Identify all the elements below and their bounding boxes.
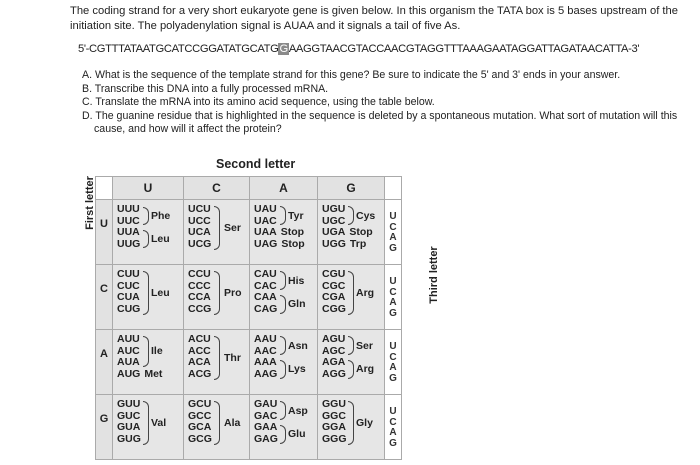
codon: CUU — [117, 268, 140, 280]
codon: CUA — [117, 291, 140, 303]
codon-cell-ga — [250, 395, 318, 460]
intro-line-1: The coding strand for a very short eukaryote gene is given below. In this organism the TATA box is 5 bases upstream of the — [70, 5, 678, 17]
codon: UUG — [117, 237, 141, 250]
amino-acid: Arg — [356, 363, 375, 375]
codon: GUA — [117, 421, 141, 433]
codon-cell-uu — [113, 200, 184, 265]
third-letter-corner — [385, 177, 402, 200]
codon: UGG — [322, 237, 346, 250]
codon: AUC — [117, 344, 140, 357]
amino-acid: Ser — [224, 222, 241, 234]
codon: UCG — [188, 237, 212, 250]
codon: CAA — [254, 291, 277, 303]
codon-cell-au — [113, 330, 184, 395]
codon: UAA — [254, 226, 277, 238]
third-letter: A — [389, 427, 397, 438]
amino-acid: Cys — [356, 210, 376, 222]
column-header-u: U — [113, 177, 184, 200]
codon-table — [95, 176, 402, 460]
brace — [143, 230, 149, 248]
codon: AUG — [117, 367, 141, 380]
brace — [143, 336, 149, 367]
stop-codon-row — [254, 239, 305, 251]
codon: UCA — [188, 226, 211, 238]
codon: GGA — [322, 421, 346, 433]
brace — [143, 207, 149, 225]
question-text-continued: cause, and how will it affect the protein? — [94, 123, 282, 135]
codon: CCC — [188, 279, 211, 292]
codon: AAA — [254, 356, 277, 368]
codon: UUU — [117, 203, 140, 215]
codon-cell-cc — [184, 265, 250, 330]
third-letter: G — [389, 242, 397, 254]
codon-cell-aa — [250, 330, 318, 395]
trp-codon-row — [322, 239, 373, 251]
question-label: D. — [82, 109, 93, 122]
question-label: A. — [82, 69, 93, 81]
row-header-u: U — [96, 200, 113, 265]
codon: ACC — [188, 344, 211, 357]
codon: CCG — [188, 302, 212, 315]
codon: CAC — [254, 279, 277, 292]
question-text: What is the sequence of the template strand for this gene? Be sure to indicate the 5' and 3' ends in your answer. — [94, 69, 621, 81]
codon: AAC — [254, 344, 277, 357]
question-c — [82, 96, 682, 110]
codon: AAU — [254, 333, 277, 345]
question-d — [82, 110, 682, 137]
third-letter: A — [389, 362, 397, 373]
brace — [280, 271, 286, 290]
question-text: The guanine residue that is highlighted in the sequence is deleted by a spontaneous mutation. What sort of mutation will this — [95, 109, 678, 122]
brace — [280, 425, 286, 444]
amino-acid: Asn — [288, 340, 308, 352]
codon: GAG — [254, 432, 278, 445]
codon-cell-cu — [113, 265, 184, 330]
sequence-suffix: AAGGTAACGTACCAACGTAGGTTTAAAGAATAGGATTAGATAACATTA-3' — [288, 43, 640, 55]
codon: AGG — [322, 367, 346, 380]
first-letter-title: First letter — [84, 176, 96, 230]
brace — [214, 401, 220, 445]
amino-acid: Val — [151, 417, 167, 429]
amino-acid: Arg — [356, 287, 375, 299]
codon: GGU — [322, 398, 346, 410]
question-label: C. — [82, 96, 93, 108]
codon-cell-gc — [184, 395, 250, 460]
column-header-g: G — [318, 177, 385, 200]
brace — [280, 401, 286, 420]
third-letter: A — [389, 297, 397, 308]
amino-acid: Phe — [151, 210, 171, 222]
codon: GGC — [322, 409, 346, 422]
codon: CCU — [188, 268, 211, 280]
brace — [348, 206, 354, 225]
third-letter: A — [389, 232, 397, 243]
third-letters-c — [385, 265, 402, 330]
codon-cell-gu — [113, 395, 184, 460]
amino-acid: Tyr — [288, 210, 304, 222]
codon-row-u — [96, 200, 402, 265]
codon-row-c — [96, 265, 402, 330]
highlighted-guanine: G — [279, 43, 288, 55]
codon: ACU — [188, 333, 211, 345]
third-letter: U — [389, 341, 397, 352]
brace — [348, 360, 354, 379]
amino-acid: Gly — [356, 417, 373, 429]
brace — [214, 336, 220, 380]
problem-intro — [70, 4, 680, 34]
third-letter: C — [389, 221, 397, 233]
codon: GCU — [188, 398, 212, 410]
question-b — [82, 83, 682, 97]
third-letters-a — [385, 330, 402, 395]
row-header-c: C — [96, 265, 113, 330]
codon: AGU — [322, 333, 346, 345]
codon: ACA — [188, 356, 211, 368]
question-text: Translate the mRNA into its amino acid sequence, using the table below. — [95, 96, 435, 108]
codon-cell-ag — [318, 330, 385, 395]
amino-acid: Ser — [356, 340, 373, 352]
brace — [280, 295, 286, 314]
amino-acid: Leu — [151, 287, 170, 299]
codon: UCC — [188, 214, 211, 227]
codon: CGC — [322, 279, 346, 292]
codon: GUC — [117, 409, 141, 422]
codon: GAA — [254, 421, 278, 433]
codon: UCU — [188, 203, 211, 215]
codon-cell-ca — [250, 265, 318, 330]
codon: CCA — [188, 291, 211, 303]
met-codon-row — [117, 369, 162, 381]
codon: CAG — [254, 302, 278, 315]
column-header-c: C — [184, 177, 250, 200]
brace — [280, 360, 286, 379]
coding-strand-sequence — [78, 43, 639, 55]
codon: GUU — [117, 398, 141, 410]
codon: GAU — [254, 398, 278, 410]
codon: CGU — [322, 268, 346, 280]
codon: UAU — [254, 203, 277, 215]
third-letter-title: Third letter — [428, 246, 440, 304]
second-letter-title: Second letter — [216, 157, 296, 171]
brace — [348, 336, 354, 355]
brace — [348, 401, 354, 445]
amino-acid: Leu — [151, 233, 170, 245]
codon: UAC — [254, 214, 277, 227]
codon: CGA — [322, 291, 346, 303]
codon: GCG — [188, 432, 212, 445]
amino-acid: Met — [144, 367, 163, 380]
question-text: Transcribe this DNA into a fully processed mRNA. — [94, 82, 329, 95]
codon: ACG — [188, 367, 212, 380]
question-label: B. — [82, 82, 93, 95]
amino-acid: Lys — [288, 363, 306, 375]
brace — [280, 206, 286, 225]
question-a — [82, 69, 682, 83]
third-letter: U — [389, 211, 397, 222]
third-letters-g — [385, 395, 402, 460]
brace — [143, 401, 149, 445]
amino-acid: Ile — [151, 345, 163, 357]
codon: GUG — [117, 432, 141, 445]
third-letter: U — [389, 276, 397, 287]
codon-table-corner — [96, 177, 113, 200]
codon-table-header-row — [96, 177, 402, 200]
codon-row-a — [96, 330, 402, 395]
row-header-a: A — [96, 330, 113, 395]
brace — [348, 271, 354, 315]
codon: GCA — [188, 421, 212, 433]
row-header-g: G — [96, 395, 113, 460]
codon-cell-ua — [250, 200, 318, 265]
codon-cell-ac — [184, 330, 250, 395]
third-letter: C — [389, 416, 397, 428]
codon: AGA — [322, 356, 346, 368]
codon: GCC — [188, 409, 212, 422]
codon: AGC — [322, 344, 346, 357]
codon-cell-cg — [318, 265, 385, 330]
brace — [214, 206, 220, 250]
amino-acid: Gln — [288, 298, 306, 310]
codon: CGG — [322, 302, 346, 315]
intro-line-2: initiation site. The polyadenylation signal is AUAA and it signals a tail of five As. — [70, 20, 461, 32]
amino-acid: Thr — [224, 352, 241, 364]
codon: CUC — [117, 279, 140, 292]
question-list — [82, 69, 682, 137]
codon: UGC — [322, 214, 346, 227]
brace — [214, 271, 220, 315]
codon-row-g — [96, 395, 402, 460]
stop-label: Stop — [280, 226, 305, 238]
third-letter: C — [389, 286, 397, 298]
stop-label: Stop — [349, 226, 373, 238]
column-header-a: A — [250, 177, 318, 200]
codon: AAG — [254, 367, 278, 380]
codon: GAC — [254, 409, 278, 422]
third-letter: G — [389, 437, 397, 449]
codon: UGA — [322, 226, 346, 238]
codon-cell-uc — [184, 200, 250, 265]
codon-cell-gg — [318, 395, 385, 460]
codon: UUA — [117, 226, 140, 238]
codon: UGU — [322, 203, 346, 215]
third-letters-u — [385, 200, 402, 265]
brace — [280, 336, 286, 355]
amino-acid: Asp — [288, 405, 308, 417]
third-letter: G — [389, 307, 397, 319]
sequence-prefix: 5'-CGTTTATAATGCATCCGGATATGCATG — [78, 43, 279, 55]
codon: GGG — [322, 432, 347, 445]
amino-acid: Ala — [224, 417, 241, 429]
third-letter: C — [389, 351, 397, 363]
brace — [143, 271, 149, 315]
codon: CUG — [117, 302, 141, 315]
amino-acid: His — [288, 275, 305, 287]
amino-acid: Trp — [349, 237, 367, 250]
third-letter: U — [389, 406, 397, 417]
third-letter: G — [389, 372, 397, 384]
codon-cell-ug — [318, 200, 385, 265]
codon: AUU — [117, 333, 140, 345]
amino-acid: Glu — [288, 428, 306, 440]
amino-acid: Pro — [224, 287, 242, 299]
stop-label: Stop — [281, 237, 305, 250]
codon: UUC — [117, 214, 140, 227]
codon: CAU — [254, 268, 277, 280]
codon: UAG — [254, 237, 278, 250]
codon: AUA — [117, 356, 140, 368]
